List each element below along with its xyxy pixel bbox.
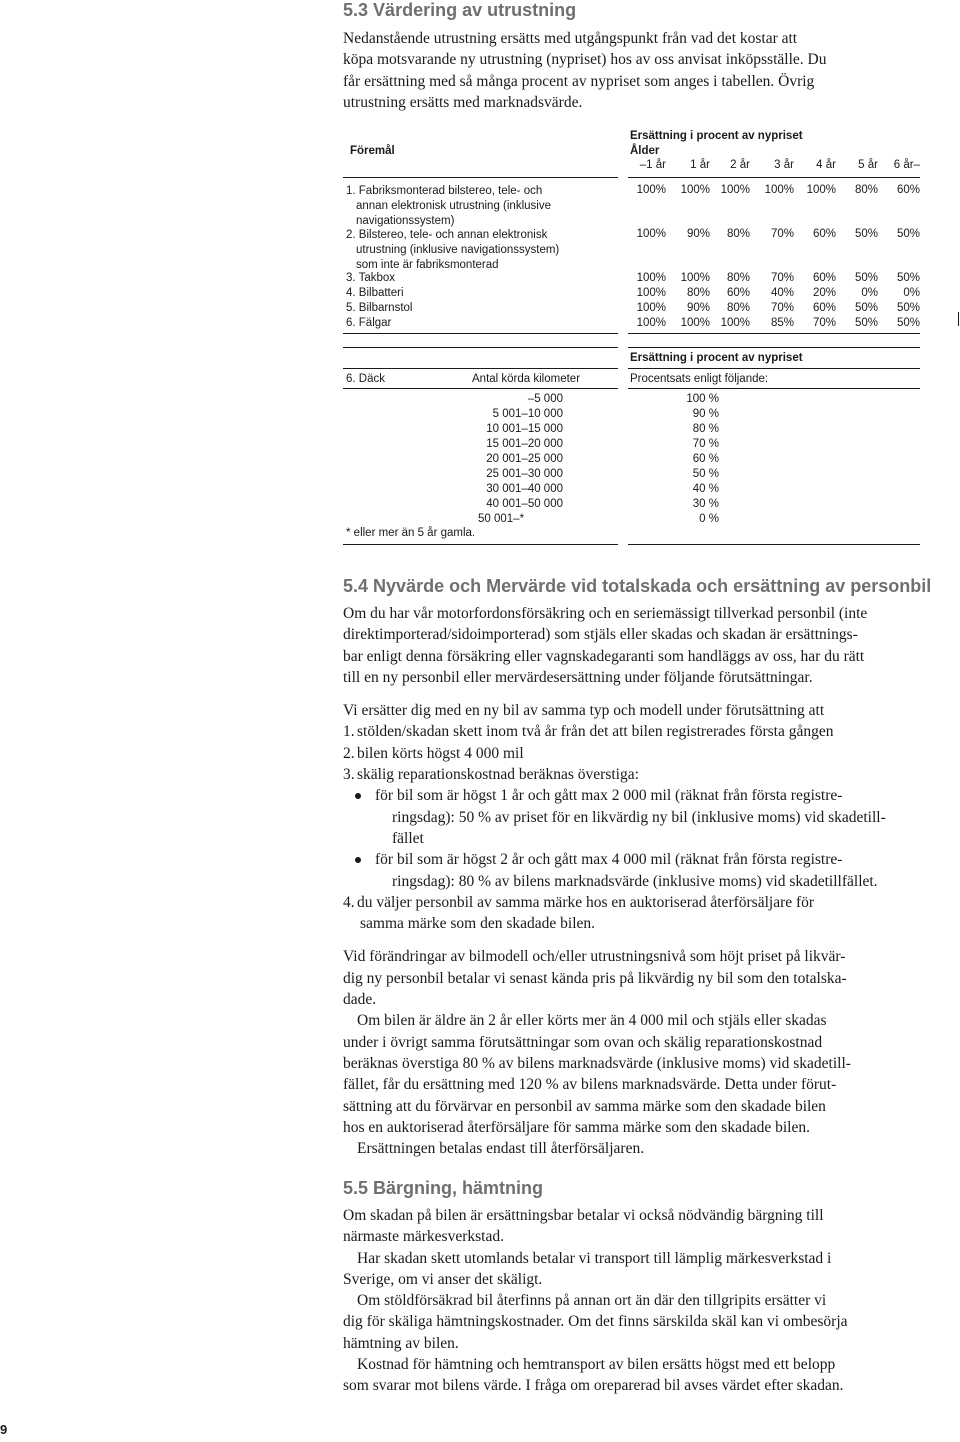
age-column-header: 5 år: [858, 159, 878, 171]
table-cell: 40%: [770, 287, 794, 299]
table-cell: 100%: [680, 317, 710, 329]
age-column-header: 6 år–: [893, 159, 920, 171]
age-column-header: 4 år: [816, 159, 836, 171]
text-line: Vi ersätter dig med en ny bil av samma typ och modell under förutsättning att: [343, 702, 825, 720]
table-cell: 50%: [854, 317, 878, 329]
bullet-icon: [355, 793, 361, 799]
section-53-title: Värdering av utrustning: [373, 0, 577, 20]
km-range: –5 000: [527, 393, 563, 405]
km-range: 20 001–25 000: [486, 453, 563, 465]
age-column-header: 1 år: [690, 159, 710, 171]
table-cell: 60%: [812, 228, 836, 240]
table-rule: [628, 388, 920, 389]
table-rule: [343, 177, 618, 178]
table-cell: 80%: [726, 272, 750, 284]
table-cell: 100%: [636, 302, 666, 314]
table-cell: 100%: [680, 184, 710, 196]
table-row-label: 5. Bilbarnstol: [346, 302, 413, 314]
table-cell: 50%: [854, 302, 878, 314]
page-number: 9: [0, 1422, 8, 1437]
section-54-body: Om du har vår motorfordonsförsäkring och en seriemässigt tillverkad personbil (inte direktimporterad/sidoimporterad) som stjäls eller skadas och skadan är ersättnings- bar enligt denna försäkring eller vagnskadegaranti som handläggs av oss, har du rätt till en ny personbil eller mervärdesersättning under följande förutsättningar. Vi ersätter dig med en ny bil av samma typ och modell under förutsättning att 1. stölden/skadan skett inom två år från det att bilen registrerades första gången 2. bilen körts högst 4 000 mil 3. skälig reparationskostnad beräknas överstiga: för bil som är högst 1 år och gått max 2 000 mil (räknat från första registre- ringsdag): 50 % av priset för en likvärdig ny bil (inklusive moms) vid skadetill- fället för bil som är högst 2 år och gått max 4 000 mil (räknat från första registre- ringsdag): 80 % av bilens marknadsvärde (inklusive moms) vid skadetillfället. 4. du väljer personbil av samma märke hos en auktoriserad återförsäljare för samma märke som den skadade bilen. Vid förändringar av bilmodell och/eller utrustningsnivå som höjt priset på likvär- dig ny personbil betalar vi senast kända pris på likvärdig ny bil som den totalska- dade. Om bilen är äldre än 2 år eller körts mer än 4 000 mil och stjäls eller skadas under i övrigt samma förutsättningar som ovan och skälig reparationskostnad beräknas överstiga 80 % av bilens marknadsvärde (inklusive moms) vid skadetill- fället, får du ersättning med 120 % av bilens marknadsvärde. Detta under förut- sättning att du förvärvar en personbil av samma märke som den skadade bilen hos en auktoriserad återförsäljare för samma märke som den skadade bilen. Ersättningen betalas endast till återförsäljaren.: [343, 603, 886, 1159]
table-cell: 70%: [770, 272, 794, 284]
pct-value: 70 %: [692, 438, 719, 450]
section-53-heading: [343, 0, 576, 21]
table-cell: 80%: [726, 228, 750, 240]
table-cell: 60%: [726, 287, 750, 299]
table-cell: 60%: [896, 184, 920, 196]
section-53-number: 5.3: [343, 0, 369, 20]
table1-item-header: Föremål: [350, 145, 395, 157]
table-cell: 50%: [854, 228, 878, 240]
table-rule: [343, 544, 618, 545]
table-cell: 80%: [854, 184, 878, 196]
pct-header: Procentsats enligt följande:: [630, 373, 769, 385]
text-line: Vid förändringar av bilmodell och/eller utrustningsnivå som höjt priset på likvär-: [343, 948, 846, 966]
section-54-number: 5.4: [343, 576, 369, 596]
km-range: 50 001–*: [478, 513, 525, 525]
table-cell: 100%: [720, 184, 750, 196]
table-cell: 50%: [896, 317, 920, 329]
table-cell: 50%: [896, 228, 920, 240]
table-cell: 80%: [686, 287, 710, 299]
table-cell: 20%: [812, 287, 836, 299]
text-line: till en ny personbil eller mervärdesersättning under följande förutsättningar.: [343, 668, 813, 686]
text-line: Om du har vår motorfordonsförsäkring och en seriemässigt tillverkad personbil (inte: [343, 605, 868, 622]
table-cell: 50%: [896, 302, 920, 314]
table-cell: 100%: [720, 317, 750, 329]
text-line: hämtning av bilen.: [343, 1334, 459, 1352]
table-cell: 70%: [812, 317, 836, 329]
table-row-label: 3. Takbox: [346, 272, 396, 284]
table-cell: 85%: [770, 317, 794, 329]
list-item: 1. stölden/skadan skett inom två år från det att bilen registrerades första gången: [343, 723, 834, 741]
table-rule: [343, 347, 618, 348]
table2-item: 6. Däck: [346, 373, 385, 385]
text-line: dig för skäliga hämtningskostnader. Om det finns särskilda skäl kan vi ombesörja: [343, 1313, 848, 1331]
table-cell: 100%: [764, 184, 794, 196]
table-cell: 60%: [812, 272, 836, 284]
km-range: 30 001–40 000: [486, 483, 563, 495]
table-cell: 70%: [770, 302, 794, 314]
table-cell: 0%: [861, 287, 878, 299]
table-rule: [628, 368, 920, 369]
km-header: Antal körda kilometer: [472, 373, 581, 385]
table-cell: 90%: [686, 228, 710, 240]
text-line: Sverige, om vi anser det skäligt.: [343, 1270, 543, 1288]
table-cell: 50%: [896, 272, 920, 284]
bullet-item: för bil som är högst 1 år och gått max 2 000 mil (räknat från första registre- ringsdag): 50 % av priset för en likvärdig ny bil (inklusive moms) vid skadetill- fället: [343, 785, 886, 849]
table-cell: 60%: [812, 302, 836, 314]
text-line: Har skadan skett utomlands betalar vi transport till lämplig märkesverkstad i: [357, 1249, 832, 1267]
section-53-paragraph: [343, 28, 826, 113]
text-line: bar enligt denna försäkring eller vagnskadegaranti som handläggs av oss, har du rätt: [343, 647, 865, 665]
text-line: dade.: [343, 991, 377, 1009]
text-line: Nedanstående utrustning ersätts med utgångspunkt från vad det kostar att: [343, 30, 798, 47]
list-item: 4. du väljer personbil av samma märke hos en auktoriserad återförsäljare för: [343, 893, 815, 911]
text-line: Kostnad för hämtning och hemtransport av bilen ersätts högst med ett belopp: [357, 1356, 836, 1374]
table2-footnote: * eller mer än 5 år gamla.: [346, 527, 476, 539]
table-cell: 50%: [854, 272, 878, 284]
section-55-title: Bärgning, hämtning: [373, 1178, 544, 1198]
pct-value: 40 %: [692, 483, 719, 495]
pct-value: 30 %: [692, 498, 719, 510]
age-column-header: 2 år: [730, 159, 750, 171]
text-line: köpa motsvarande ny utrustning (nypriset) hos av oss anvisat inköpsställe. Du: [343, 51, 827, 69]
list-item: 2. bilen körts högst 4 000 mil: [343, 744, 524, 762]
text-line: närmaste märkesverkstad.: [343, 1228, 504, 1246]
table-rule: [628, 347, 920, 348]
table-rule: [628, 544, 920, 545]
bullet-item: för bil som är högst 2 år och gått max 4 000 mil (räknat från första registre- ringsdag): 80 % av bilens marknadsvärde (inklusive moms) vid skadetillfället.: [343, 849, 886, 892]
section-54-title: Nyvärde och Mervärde vid totalskada och ersättning av personbil: [373, 576, 932, 596]
age-column-header: 3 år: [774, 159, 794, 171]
table-row-label: 2. Bilstereo, tele- och annan elektronisk utrustning (inklusive navigationssystem) som inte är fabriksmonterad: [346, 229, 560, 271]
pct-value: 80 %: [692, 423, 719, 435]
table-cell: 90%: [686, 302, 710, 314]
km-range: 15 001–20 000: [486, 438, 563, 450]
section-55-body: [343, 1205, 848, 1397]
text-line: utrustning ersätts med marknadsvärde.: [343, 93, 583, 111]
table-cell: 80%: [726, 302, 750, 314]
table-cell: 100%: [806, 184, 836, 196]
text-line: som svarar mot bilens värde. I fråga om oreparerad bil avses värdet efter skadan.: [343, 1377, 844, 1395]
pct-value: 50 %: [692, 468, 719, 480]
table-row-label: 6. Fälgar: [346, 317, 392, 329]
table-cell: 70%: [770, 228, 794, 240]
section-55-heading: [343, 1178, 543, 1199]
age-column-header: –1 år: [639, 159, 666, 171]
text-line: direktimporterad/sidoimporterad) som stjäls eller skadas och skadan är ersättnings-: [343, 626, 858, 644]
bullet-icon: [355, 857, 361, 863]
table-cell: 100%: [636, 287, 666, 299]
table1-age-header: Ålder: [630, 145, 660, 157]
table-cell: 100%: [636, 228, 666, 240]
table-cell: 100%: [680, 272, 710, 284]
pct-value: 0 %: [699, 513, 719, 525]
table1-comp-header: Ersättning i procent av nypriset: [630, 130, 803, 142]
table-row-label: 1. Fabriksmonterad bilstereo, tele- och annan elektronisk utrustning (inklusive navigationssystem): [346, 185, 551, 227]
margin-mark: [958, 312, 959, 326]
text-line: Om bilen är äldre än 2 år eller körts mer än 4 000 mil och stjäls eller skadas: [357, 1012, 827, 1030]
km-range: 5 001–10 000: [492, 408, 563, 420]
section-54-heading: [343, 576, 931, 597]
table-cell: 0%: [903, 287, 920, 299]
table-rule: [628, 177, 920, 178]
table-rule: [343, 368, 618, 369]
table-row-label: 4. Bilbatteri: [346, 287, 404, 299]
km-range: 25 001–30 000: [486, 468, 563, 480]
km-range: 40 001–50 000: [486, 498, 563, 510]
pct-value: 60 %: [692, 453, 719, 465]
pct-value: 100 %: [686, 393, 719, 405]
table-rule: [343, 333, 618, 334]
table-cell: 100%: [636, 184, 666, 196]
text-line: Ersättningen betalas endast till återförsäljaren.: [357, 1140, 645, 1158]
table-rule: [628, 333, 920, 334]
text-line: sättning att du förvärvar en personbil av samma märke som den skadade bilen: [343, 1097, 826, 1115]
table-rule: [343, 388, 618, 389]
table-cell: 100%: [636, 272, 666, 284]
text-line: under i övrigt samma förutsättningar som ovan och skälig reparationskostnad: [343, 1033, 823, 1051]
text-line: beräknas överstiga 80 % av bilens marknadsvärde (inklusive moms) vid skadetill-: [343, 1054, 851, 1072]
text-line: hos en auktoriserad återförsäljare för samma märke som den skadade bilen.: [343, 1118, 810, 1136]
text-line: får ersättning med så många procent av nypriset som anges i tabellen. Övrig: [343, 72, 815, 90]
pct-value: 90 %: [692, 408, 719, 420]
text-line: dig ny personbil betalar vi senast kända pris på likvärdig ny bil som den totalska-: [343, 969, 847, 987]
text-line: fället, får du ersättning med 120 % av bilens marknadsvärde. Detta under förut-: [343, 1076, 837, 1094]
section-55-number: 5.5: [343, 1178, 369, 1198]
text-line: Om skadan på bilen är ersättningsbar betalar vi också nödvändig bärgning till: [343, 1207, 824, 1224]
table2-comp-header: Ersättning i procent av nypriset: [630, 352, 803, 364]
list-item: 3. skälig reparationskostnad beräknas överstiga:: [343, 766, 639, 784]
text-line: Om stöldförsäkrad bil återfinns på annan ort än där den tillgripits ersätter vi: [357, 1292, 827, 1310]
km-range: 10 001–15 000: [486, 423, 563, 435]
table-cell: 100%: [636, 317, 666, 329]
